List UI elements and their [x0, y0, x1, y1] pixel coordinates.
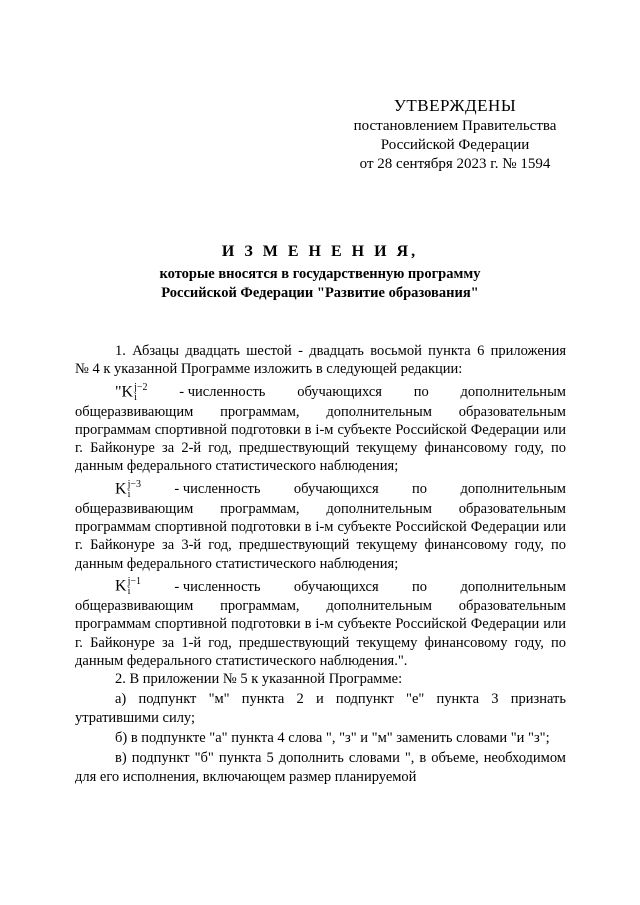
- approval-title: УТВЕРЖДЕНЫ: [393, 96, 517, 115]
- subitem-b: б) в подпункте "а" пункта 4 слова ", "з" и "м" заменить словами "и "з";: [115, 730, 550, 747]
- formula-word: по: [413, 384, 429, 401]
- formula-word: обучающихся: [297, 384, 382, 401]
- subitem-v: в) подпункт "б" пункта 5 дополнить словами ", в объеме, необходимом для его исполнения, включающем размер планируемой: [75, 750, 566, 785]
- document-subheading: [0, 265, 640, 303]
- formula-word: - численность: [174, 578, 261, 595]
- formula-word: - численность: [179, 384, 266, 401]
- formula-word: обучающихся: [293, 481, 379, 498]
- formula-word: по: [412, 578, 428, 595]
- formula-symbol-3: K j−1 i: [115, 575, 141, 597]
- formula-word: обучающихся: [293, 578, 379, 595]
- subheading-line-2: Российской Федерации "Развитие образования": [161, 285, 479, 301]
- formula-word: - численность: [174, 481, 261, 498]
- document-body: [75, 342, 566, 786]
- formula-definition-3: [75, 577, 566, 597]
- formula-definition-2: [75, 480, 566, 500]
- paragraph-1-cont: № 4 к указанной Программе изложить в следующей редакции:: [75, 361, 463, 378]
- approval-line-2: Российской Федерации: [380, 137, 530, 153]
- formula-word: по: [412, 481, 428, 498]
- approval-line-1: постановлением Правительства: [353, 118, 557, 134]
- formula-definition-1: [75, 383, 566, 403]
- paragraph-2: 2. В приложении № 5 к указанной Программе:: [115, 671, 403, 688]
- paragraph-1: 1. Абзацы двадцать шестой - двадцать восьмой пункта 6 приложения: [115, 343, 566, 359]
- formula-word: дополнительным: [460, 481, 566, 498]
- formula-text-3: общеразвивающим программам, дополнительным образовательным программам спортивной подготовки в i-м субъекте Российской Федерации или г. Байконуре за 1-й год, предшествующий текущему финансовому году, по данным федерального статистического наблюдения.".: [75, 597, 566, 669]
- document-heading: И З М Е Н Е Н И Я,: [221, 243, 419, 260]
- subheading-line-1: которые вносятся в государственную программу: [159, 266, 481, 282]
- formula-word: дополнительным: [460, 384, 566, 401]
- formula-symbol-1: "K j−2 i: [115, 381, 148, 403]
- formula-text-1: общеразвивающим программам, дополнительным образовательным программам спортивной подготовки в i-м субъекте Российской Федерации или г. Байконуре за 2-й год, предшествующий текущему финансовому году, по данным федерального статистического наблюдения;: [75, 403, 566, 475]
- approval-block: [330, 95, 580, 174]
- formula-word: дополнительным: [460, 578, 566, 595]
- formula-symbol-2: K j−3 i: [115, 478, 141, 500]
- subitem-a: а) подпункт "м" пункта 2 и подпункт "е" пункта 3 признать утратившими силу;: [75, 691, 566, 726]
- formula-text-2: общеразвивающим программам, дополнительным образовательным программам спортивной подготовки в i-м субъекте Российской Федерации или г. Байконуре за 3-й год, предшествующий текущему финансовому году, по данным федерального статистического наблюдения;: [75, 500, 566, 572]
- approval-line-3: от 28 сентября 2023 г. № 1594: [359, 156, 551, 172]
